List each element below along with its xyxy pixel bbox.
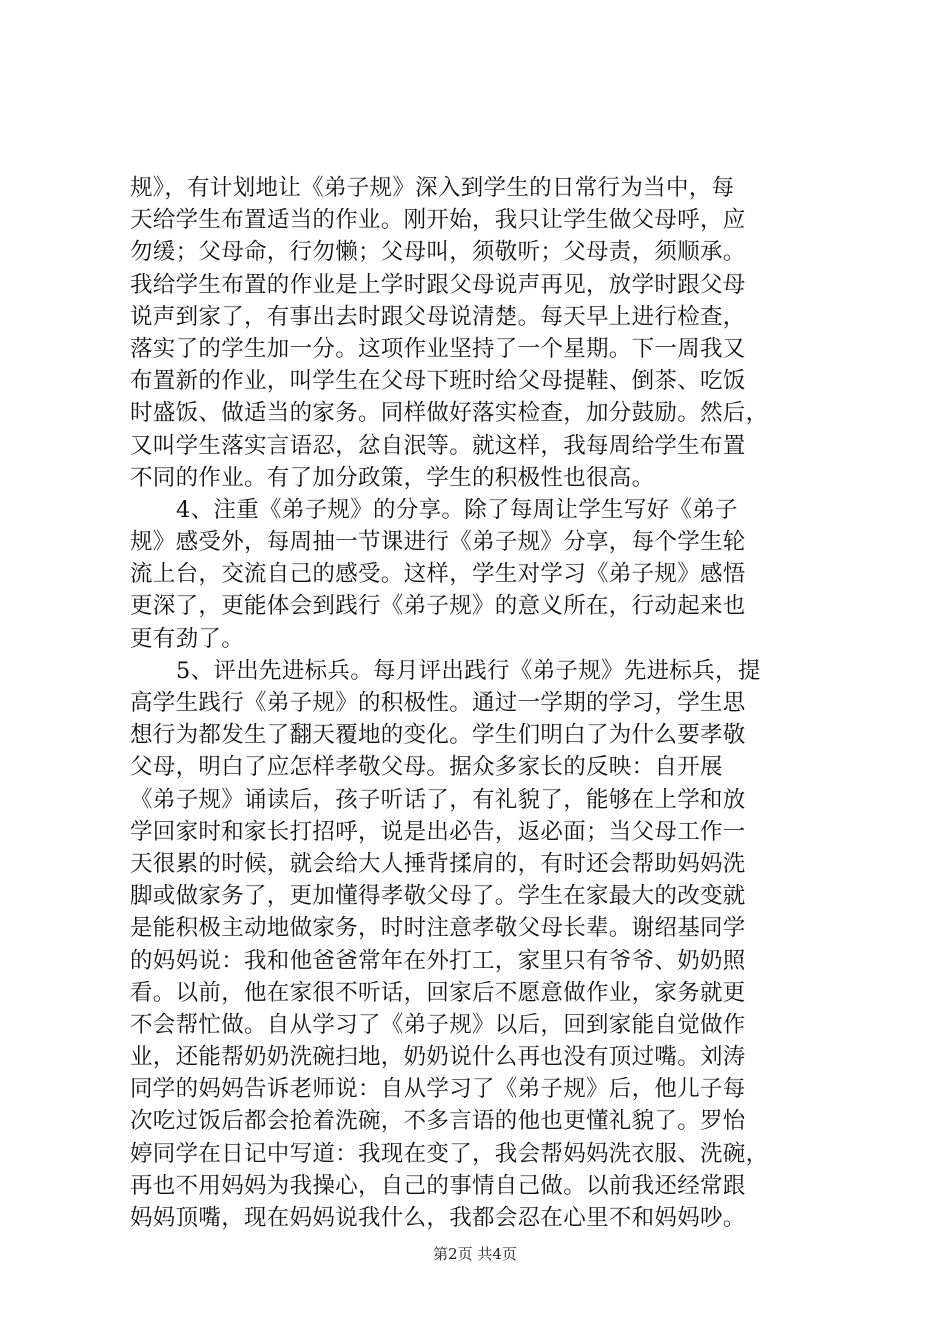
text-line: 更有劲了。 (130, 625, 245, 652)
text-line: 是能积极主动地做家务，时时注意孝敬父母长辈。谢绍基同学 (130, 915, 746, 942)
text-line: 布置新的作业，叫学生在父母下班时给父母提鞋、倒茶、吃饭 (130, 368, 746, 395)
text-line: 高学生践行《弟子规》的积极性。通过一学期的学习，学生思 (130, 690, 746, 716)
text-line: 天很累的时候，就会给大人捶背揉肩的，有时还会帮助妈妈洗 (130, 850, 746, 877)
text-line: 想行为都发生了翻天覆地的变化。学生们明白了为什么要孝敬 (130, 722, 746, 749)
text-line: 次吃过饭后都会抢着洗碗，不多言语的他也更懂礼貌了。罗怡 (130, 1108, 746, 1135)
paragraph (130, 655, 830, 1234)
text-line: 的妈妈说：我和他爸爸常年在外打工，家里只有爷爷、奶奶照 (130, 947, 746, 974)
text-line: 天给学生布置适当的作业。刚开始，我只让学生做父母呼，应 (130, 207, 746, 234)
text-line: 再也不用妈妈为我操心，自己的事情自己做。以前我还经常跟 (130, 1172, 746, 1199)
paragraph (130, 172, 830, 494)
text-line: 不会帮忙做。自从学习了《弟子规》以后，回到家能自觉做作 (130, 1011, 746, 1038)
text-line: 妈妈顶嘴，现在妈妈说我什么，我都会忍在心里不和妈妈吵。 (130, 1205, 746, 1231)
text-line: 学回家时和家长打招呼，说是出必告，返必面；当父母工作一 (130, 818, 746, 845)
document-body (130, 172, 830, 1234)
text-line: 婷同学在日记中写道：我现在变了，我会帮妈妈洗衣服、洗碗， (130, 1140, 769, 1167)
text-line: 我给学生布置的作业是上学时跟父母说声再见，放学时跟父母 (130, 271, 746, 298)
text-line: 4、注重《弟子规》的分享。除了每周让学生写好《弟子 (176, 496, 738, 523)
page-number-footer: 第2页 共4页 (433, 1245, 517, 1263)
text-line: 同学的妈妈告诉老师说：自从学习了《弟子规》后，他儿子每 (130, 1076, 746, 1103)
text-line: 看。以前，他在家很不听话，回家后不愿意做作业，家务就更 (130, 979, 746, 1006)
text-line: 流上台，交流自己的感受。这样，学生对学习《弟子规》感悟 (130, 561, 746, 588)
text-line: 5、评出先进标兵。每月评出践行《弟子规》先进标兵，提 (176, 657, 761, 684)
text-line: 不同的作业。有了加分政策，学生的积极性也很高。 (130, 464, 655, 491)
text-line: 更深了，更能体会到践行《弟子规》的意义所在，行动起来也 (130, 593, 746, 620)
text-line: 勿缓；父母命，行勿懒；父母叫，须敬听；父母责，须顺承。 (130, 239, 746, 266)
text-line: 《弟子规》诵读后，孩子听话了，有礼貌了，能够在上学和放 (130, 786, 746, 813)
text-line: 父母，明白了应怎样孝敬父母。据众多家长的反映：自开展 (130, 754, 723, 781)
text-line: 时盛饭、做适当的家务。同样做好落实检查，加分鼓励。然后， (130, 400, 769, 427)
text-line: 脚或做家务了，更加懂得孝敬父母了。学生在家最大的改变就 (130, 883, 746, 910)
text-line: 规》，有计划地让《弟子规》深入到学生的日常行为当中，每 (130, 175, 735, 201)
text-line: 规》感受外，每周抽一节课进行《弟子规》分享，每个学生轮 (130, 529, 746, 556)
text-line: 落实了的学生加一分。这项作业坚持了一个星期。下一周我又 (130, 335, 746, 362)
paragraph (130, 494, 830, 655)
text-line: 说声到家了，有事出去时跟父母说清楚。每天早上进行检查， (130, 303, 746, 330)
text-line: 又叫学生落实言语忍，忿自泯等。就这样，我每周给学生布置 (130, 432, 746, 459)
text-line: 业，还能帮奶奶洗碗扫地，奶奶说什么再也没有顶过嘴。刘涛 (130, 1044, 746, 1071)
